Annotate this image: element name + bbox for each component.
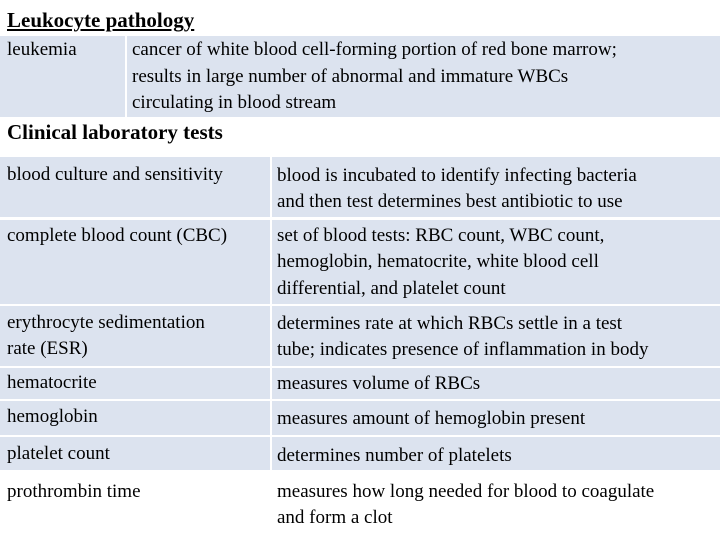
definition-hemoglobin: measures amount of hemoglobin present [277,408,586,429]
definition-leukemia-line-1: cancer of white blood cell-forming portion of red bone marrow; [132,39,617,60]
definition-hematocrite: measures volume of RBCs [277,373,481,394]
term-platelet-count: platelet count [7,443,110,464]
term-esr-line-1: erythrocyte sedimentation [7,312,205,333]
term-hematocrite: hematocrite [7,372,97,393]
definition-platelet-count: determines number of platelets [277,445,512,466]
term-leukemia: leukemia [7,39,77,60]
term-esr-line-2: rate (ESR) [7,338,88,359]
term-hemoglobin: hemoglobin [7,406,98,427]
definition-leukemia-line-2: results in large number of abnormal and immature WBCs [132,66,569,87]
definition-cbc-line-3: differential, and platelet count [277,278,506,299]
definition-esr-line-2: tube; indicates presence of inflammation in body [277,339,649,360]
definition-blood-culture-line-2: and then test determines best antibiotic to use [277,191,623,212]
section-title-leukocyte-pathology: Leukocyte pathology [7,8,195,32]
section-title-clinical-laboratory-tests: Clinical laboratory tests [7,120,223,144]
term-cbc: complete blood count (CBC) [7,225,228,246]
definition-esr-line-1: determines rate at which RBCs settle in a test [277,313,623,334]
definition-prothrombin-time-line-1: measures how long needed for blood to coagulate [277,481,655,502]
definition-prothrombin-time-line-2: and form a clot [277,507,393,528]
term-prothrombin-time: prothrombin time [7,481,141,502]
definition-cbc-line-2: hemoglobin, hematocrite, white blood cell [277,251,599,272]
definition-leukemia-line-3: circulating in blood stream [132,92,337,113]
term-blood-culture: blood culture and sensitivity [7,164,223,185]
definition-cbc-line-1: set of blood tests: RBC count, WBC count, [277,225,605,246]
definition-blood-culture-line-1: blood is incubated to identify infecting bacteria [277,165,637,186]
